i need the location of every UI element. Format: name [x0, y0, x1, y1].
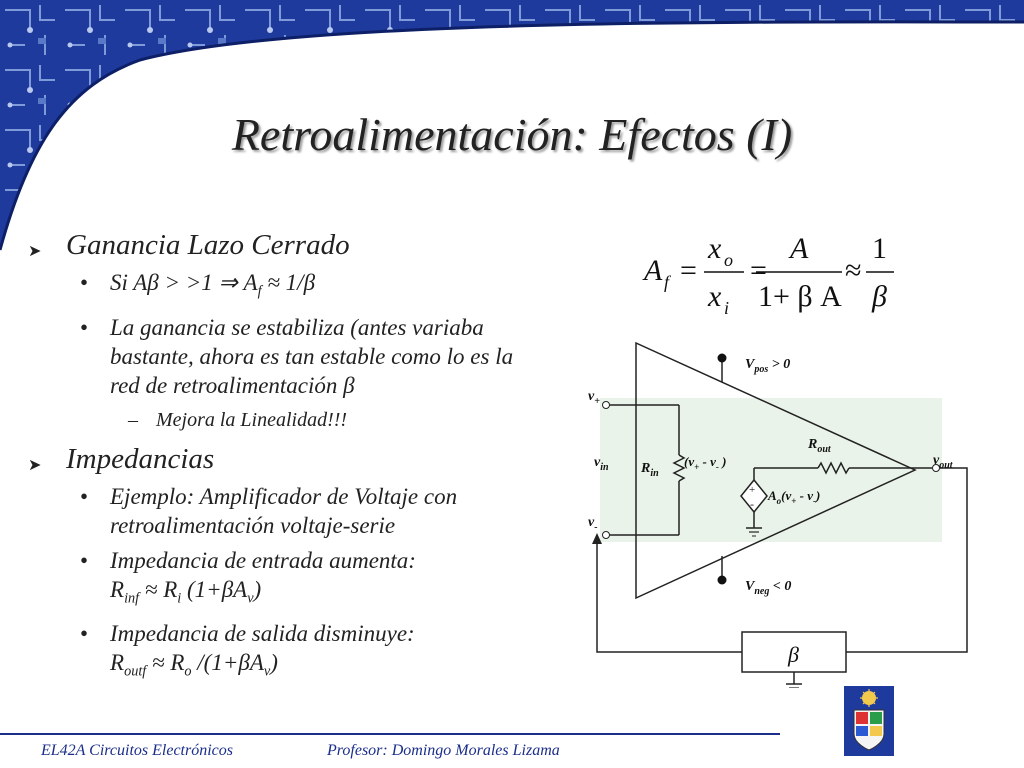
rin-label: $R_{in}$	[641, 461, 659, 479]
formula-beta: β	[872, 280, 887, 313]
amplifier-circuit-diagram	[580, 338, 980, 688]
formula-xi: x	[708, 280, 722, 313]
formula-a-num: A	[790, 232, 809, 265]
formula-one: 1	[872, 232, 887, 265]
vin-label: $v_{in}$	[594, 455, 609, 473]
svg-text:+: +	[749, 484, 756, 496]
formula-xo: x	[708, 232, 722, 265]
svg-text:i: i	[724, 298, 730, 318]
dot-bullet-icon: •	[80, 621, 89, 647]
arrow-bullet-icon: ➤	[28, 456, 42, 474]
diff-voltage-label: ($v_+ - v_-$ )	[684, 454, 727, 472]
dot-bullet-icon: •	[80, 483, 89, 509]
bullet-estabiliza: • La ganancia se estabiliza (antes variaba bastante, ahora es tan estable como lo es la red de retroalimentación β	[80, 314, 514, 398]
vplus-terminal	[603, 402, 610, 409]
beta-network-label: β	[788, 642, 799, 667]
arrow-bullet-icon: ➤	[28, 243, 42, 260]
footer-professor: Profesor: Domingo Morales Lizama	[327, 742, 560, 759]
vneg-terminal	[718, 576, 727, 585]
bullet-list	[28, 228, 548, 693]
dot-bullet-icon: •	[80, 547, 89, 573]
dash-bullet-icon: –	[128, 408, 138, 431]
vminus-label: $v_-$	[588, 515, 598, 533]
bullet-impedancia-entrada: • Impedancia de entrada aumenta: $R_{inf} \approx R_i$ $(1+\beta A_v)$	[80, 547, 416, 607]
university-crest-logo	[844, 686, 894, 756]
bullet-impedancia-salida: • Impedancia de salida disminuye: $R_{outf} \approx R_o$ $/(1+\beta A_v)$	[80, 621, 415, 680]
footer-course: EL42A Circuitos Electrónicos	[41, 742, 233, 759]
slide-title: Retroalimentación: Efectos (I)	[231, 109, 793, 160]
vpos-label: $V_{pos} > 0$	[745, 357, 791, 375]
bullet-impedancias: ➤ Impedancias	[28, 442, 548, 476]
bullet-linealidad: – Mejora la Linealidad!!!	[28, 406, 548, 434]
svg-text:=: =	[750, 254, 767, 287]
formula-a-den: 1+ β A	[758, 280, 842, 313]
svg-text:≈: ≈	[845, 254, 862, 287]
svg-text:o: o	[724, 250, 733, 270]
vpos-terminal	[718, 354, 727, 363]
bullet-ab-condition: • Si Aβ > >1 ⇒ $A_f \approx 1/\beta$	[80, 270, 316, 300]
gain-source-label: $A_o(v_+ - v_-)$	[768, 488, 821, 506]
vminus-terminal	[603, 532, 610, 539]
formula-af: A	[644, 254, 663, 287]
vplus-label: $v_+$	[588, 389, 600, 407]
bullet-ganancia: ➤ Ganancia Lazo Cerrado	[28, 228, 548, 262]
vout-label: $v_{out}$	[933, 453, 953, 471]
bullet-ejemplo: • Ejemplo: Amplificador de Voltaje con retroalimentación voltaje-serie	[80, 483, 458, 538]
vneg-label: $V_{neg} < 0$	[745, 579, 792, 597]
svg-text:-: -	[750, 497, 754, 511]
rout-label: $R_{out}$	[808, 437, 831, 455]
dot-bullet-icon: •	[80, 314, 89, 340]
svg-text:f: f	[664, 272, 670, 292]
dot-bullet-icon: •	[80, 270, 89, 295]
gain-formula	[620, 222, 920, 322]
svg-text:=: =	[680, 254, 697, 287]
footer-divider	[0, 733, 780, 735]
